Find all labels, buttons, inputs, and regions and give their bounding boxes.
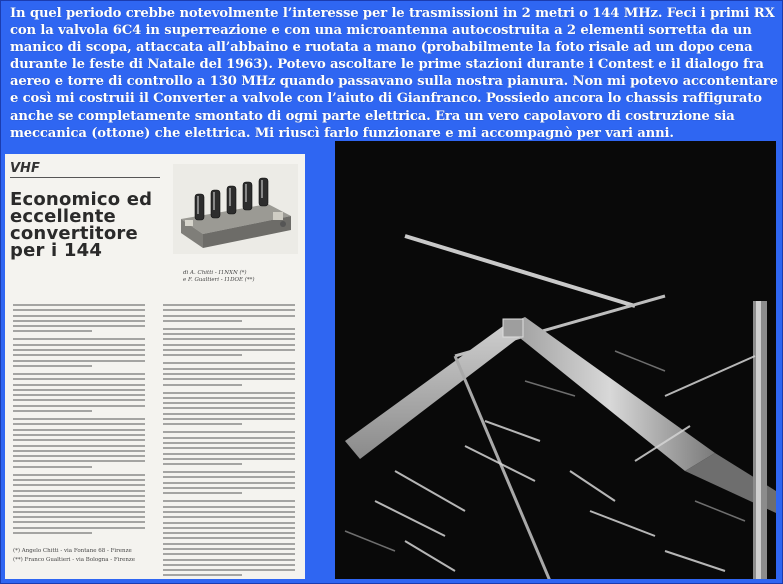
article-footnotes (13, 547, 153, 565)
author-line: di A. Chitti - I1NXN (*) (183, 270, 247, 276)
author-line: e F. Gualtieri - I1DOE (**) (183, 277, 255, 283)
footnote: (**) Franco Gualtieri - via Bologna - Firenze (13, 557, 136, 563)
article-body-right-column (163, 304, 295, 579)
article-authors (183, 270, 255, 284)
article-section-label: VHF (10, 161, 40, 176)
article-headline: Economico ed eccellente convertitore per i 144 (10, 189, 153, 261)
footnote: (*) Angelo Chitti - via Fontane 68 - Firenze (13, 548, 132, 554)
magazine-article-scan (5, 154, 305, 579)
intro-paragraph: In quel periodo crebbe notevolmente l’interesse per le trasmissioni in 2 metri o 144 MHz. Feci i primi RX con la valvola 6C4 in superreazione e con una microantenna autocostruita a 2 elementi sorretta da un manico di scopa, attaccata all’abbaino e ruotata a mano (probabilmente la foto risale ad un dopo cena durante le feste di Natale del 1963). Potevo ascoltare le prime stazioni durante i Contest e il dialogo fra aereo e torre di controllo a 130 MHz quando passavano sulla nostra pianura. Non mi potevo accontentare e così mi costruii il Converter a valvole con l’aiuto di Gianfranco. Possiedo ancora lo chassis raffigurato anche se completamente smontato di ogni parte elettrica. Era un vero capolavoro di costruzione sia meccanica (ottone) che elettrica. Mi riuscì farlo funzionare e mi accompagnò per vari anni. (10, 6, 778, 141)
converter-chassis-image (173, 164, 298, 254)
antenna-photo (335, 141, 776, 579)
article-body-left-column (13, 304, 145, 537)
section-divider (10, 177, 160, 178)
